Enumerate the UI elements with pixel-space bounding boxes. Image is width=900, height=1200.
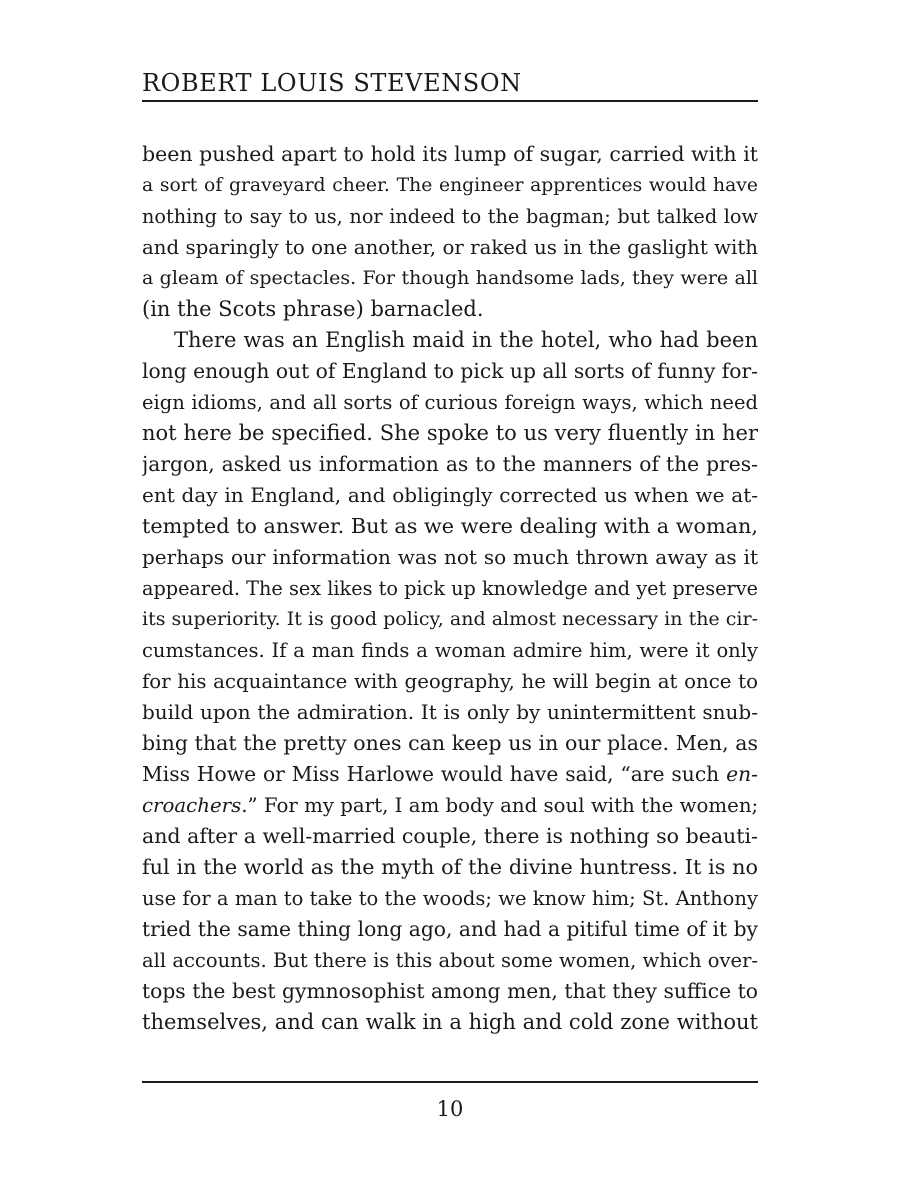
text-line: tops the best gymnosophist among men, that they suffice to xyxy=(142,979,758,1003)
text-line: eign idioms, and all sorts of curious foreign ways, which need xyxy=(142,391,758,414)
header-rule xyxy=(142,100,758,102)
italic-text: croachers xyxy=(142,794,242,817)
text-line: use for a man to take to the woods; we know him; St. Anthony xyxy=(142,887,758,910)
text-line: themselves, and can walk in a high and cold zone without xyxy=(142,1010,758,1034)
text-line: jargon, asked us information as to the manners of the pres- xyxy=(142,452,758,476)
text-line: a gleam of spectacles. For though handsome lads, they were all xyxy=(142,267,758,289)
text-line: nothing to say to us, nor indeed to the bagman; but talked low xyxy=(142,205,758,228)
text-line: a sort of graveyard cheer. The engineer apprentices would have xyxy=(142,175,758,196)
text-line: long enough out of England to pick up all sorts of funny for- xyxy=(142,359,758,383)
text-line: and after a well-married couple, there is nothing so beauti- xyxy=(142,824,758,848)
book-page xyxy=(142,0,758,1200)
text-line: ful in the world as the myth of the divine huntress. It is no xyxy=(142,855,758,879)
page-number: 10 xyxy=(436,1097,464,1121)
text-line: been pushed apart to hold its lump of sugar, carried with it xyxy=(142,142,758,166)
text-line: appeared. The sex likes to pick up knowledge and yet preserve xyxy=(142,577,758,600)
text-line xyxy=(142,790,758,821)
text-segment: .” For my part, I am body and soul with the women; xyxy=(241,794,758,817)
text-line-paragraph-start: There was an English maid in the hotel, who had been xyxy=(174,328,758,352)
text-line xyxy=(142,759,758,790)
text-line: tried the same thing long ago, and had a pitiful time of it by xyxy=(142,917,758,941)
text-line: tempted to answer. But as we were dealing with a woman, xyxy=(142,514,758,538)
text-line: (in the Scots phrase) barnacled. xyxy=(142,297,484,321)
text-line: perhaps our information was not so much thrown away as it xyxy=(142,545,758,569)
text-line: ent day in England, and obligingly corrected us when we at- xyxy=(142,483,758,507)
text-line: cumstances. If a man finds a woman admire him, were it only xyxy=(142,639,758,662)
text-line: for his acquaintance with geography, he will begin at once to xyxy=(142,670,758,693)
running-header-title: ROBERT LOUIS STEVENSON xyxy=(142,69,522,97)
text-line: not here be specified. She spoke to us very fluently in her xyxy=(142,421,758,445)
text-line: build upon the admiration. It is only by unintermittent snub- xyxy=(142,700,758,724)
text-line: its superiority. It is good policy, and almost necessary in the cir- xyxy=(142,608,758,630)
text-line: bing that the pretty ones can keep us in our place. Men, as xyxy=(142,731,758,755)
text-line: all accounts. But there is this about some women, which over- xyxy=(142,949,758,972)
text-segment: Miss Howe or Miss Harlowe would have said, “are such xyxy=(142,762,720,786)
footer-rule xyxy=(142,1081,758,1083)
body-text xyxy=(142,139,758,1038)
italic-text: en- xyxy=(726,762,758,786)
text-line: and sparingly to one another, or raked us in the gaslight with xyxy=(142,236,758,259)
